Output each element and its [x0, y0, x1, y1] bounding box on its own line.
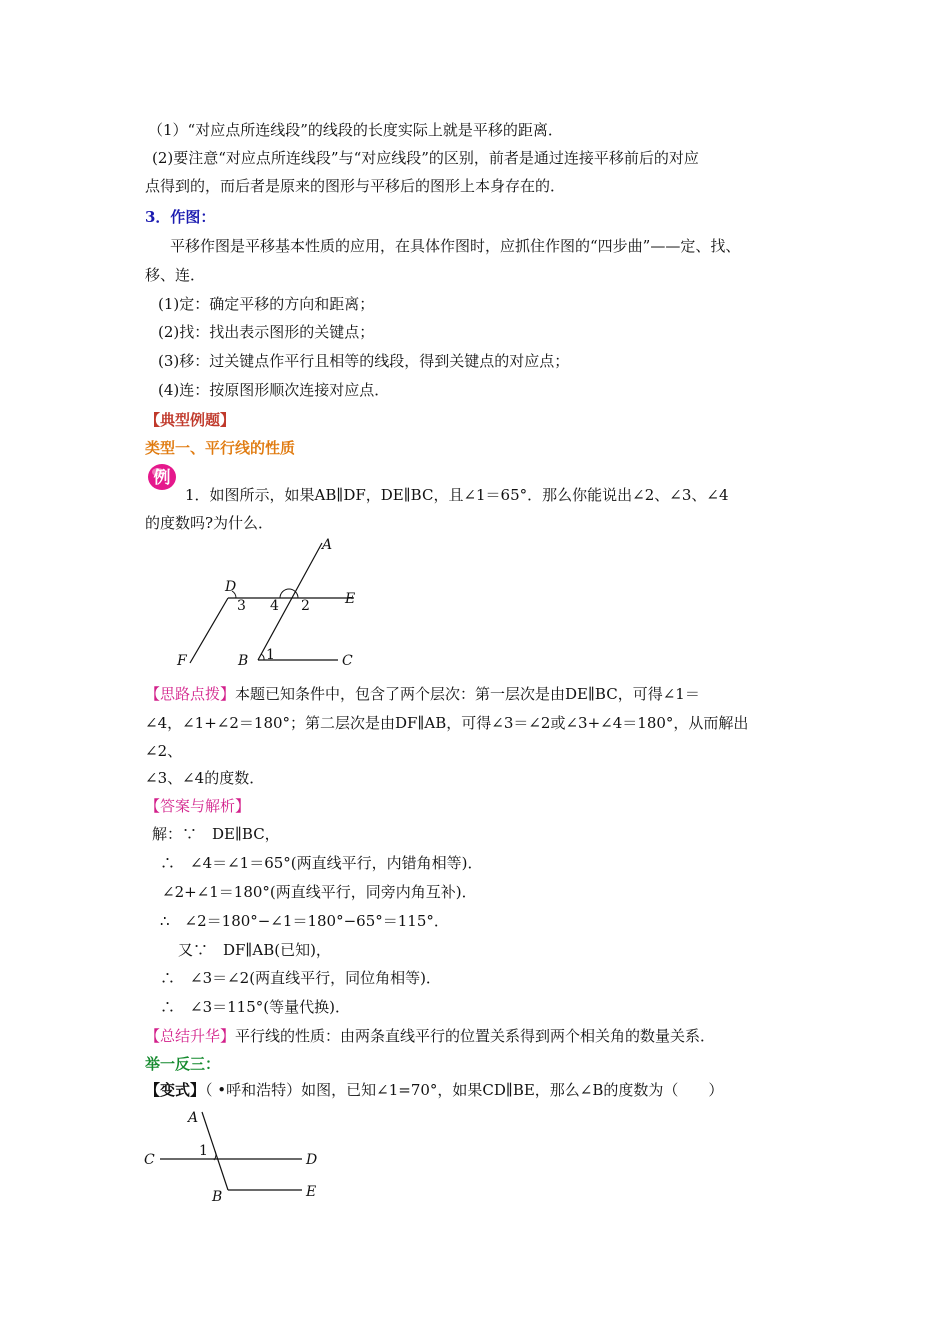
label-d: D [306, 1152, 318, 1168]
figure-1-diagram [170, 535, 370, 675]
figure-2-diagram [140, 1100, 340, 1210]
label-c: C [342, 653, 353, 669]
step-1: (1)定：确定平移的方向和距离； [158, 295, 375, 313]
summary-line [145, 1026, 715, 1046]
label-e: E [345, 591, 356, 607]
note-2-line-2: 点得到的，而后者是原来的图形与平移后的图形上本身存在的． [145, 177, 566, 195]
hint-line-4: ∠3、∠4的度数． [145, 769, 265, 787]
line-ab [258, 543, 322, 660]
summary-text: 平行线的性质：由两条直线平行的位置关系得到两个相关角的数量关系． [235, 1027, 716, 1045]
hint-line-1 [145, 684, 700, 704]
angle-2-4-arc [280, 589, 298, 598]
note-2-line-1: (2)要注意“对应点所连线段”与“对应线段”的区别，前者是通过连接平移前后的对应 [152, 149, 699, 167]
answer-label: 【答案与解析】 [145, 797, 251, 815]
label-angle-4: 4 [270, 598, 279, 614]
summary-label: 【总结升华】 [145, 1027, 236, 1045]
practice-text: （ •呼和浩特）如图，已知∠1=70°，如果CD∥BE，那么∠B的度数为（ ） [205, 1081, 724, 1099]
question-1-line-1: 1．如图所示，如果AB∥DF，DE∥BC，且∠1＝65°．那么你能说出∠2、∠3、∠4 [185, 486, 729, 504]
step-3: (3)移：过关键点作平行且相等的线段，得到关键点的对应点； [158, 352, 570, 370]
hint-line-3: ∠2、 [145, 742, 183, 760]
example-badge-text: 例 [153, 468, 171, 488]
answer-line-7: ∴ ∠3＝115°(等量代换)． [160, 998, 350, 1016]
section-3-intro-line-2: 移、连． [145, 266, 206, 284]
answer-line-3: ∠2+∠1＝180°(两直线平行，同旁内角互补)． [162, 883, 477, 901]
answer-line-2: ∴ ∠4＝∠1＝65°(两直线平行，内错角相等)． [160, 854, 483, 872]
section-3-intro-line-1: 平移作图是平移基本性质的应用，在具体作图时，应抓住作图的“四步曲”——定、找、 [170, 237, 741, 255]
answer-line-5: 又∵ DF∥AB(已知)， [178, 941, 331, 959]
practice-label: 【变式】 [145, 1081, 206, 1099]
label-angle-1: 1 [199, 1143, 208, 1159]
hint-text-1: 本题已知条件中，包含了两个层次：第一层次是由DE∥BC，可得∠1＝ [235, 685, 700, 703]
examples-heading: 【典型例题】 [145, 411, 236, 429]
label-b: B [238, 653, 249, 669]
question-1-line-2: 的度数吗?为什么． [145, 514, 274, 532]
label-angle-1: 1 [266, 647, 275, 663]
label-angle-3: 3 [237, 598, 246, 614]
label-e: E [306, 1184, 317, 1200]
label-d: D [225, 579, 237, 595]
type-1-heading: 类型一、平行线的性质 [145, 439, 296, 457]
label-c: C [144, 1152, 155, 1168]
label-f: F [177, 653, 187, 669]
line-df [190, 598, 228, 663]
label-a: A [322, 537, 333, 553]
label-a: A [188, 1110, 199, 1126]
section-3-heading: 3．作图： [145, 208, 216, 226]
step-2: (2)找：找出表示图形的关键点； [158, 323, 375, 341]
example-badge-icon [145, 462, 179, 492]
step-4: (4)连：按原图形顺次连接对应点． [158, 381, 390, 399]
answer-line-1: 解：∵ DE∥BC， [152, 825, 280, 843]
hint-line-2: ∠4，∠1+∠2＝180°；第二层次是由DF∥AB，可得∠3＝∠2或∠3+∠4＝180°，从而解出 [145, 714, 749, 732]
note-1: （1）“对应点所连线段”的线段的长度实际上就是平移的距离． [148, 121, 563, 139]
answer-line-4: ∴ ∠2＝180°−∠1＝180°−65°＝115°． [160, 912, 449, 930]
answer-line-6: ∴ ∠3＝∠2(两直线平行，同位角相等)． [160, 969, 441, 987]
practice-heading: 举一反三： [145, 1055, 221, 1073]
label-angle-2: 2 [301, 598, 310, 614]
practice-question [145, 1080, 723, 1100]
label-b: B [212, 1189, 223, 1205]
hint-label: 【思路点拨】 [145, 685, 236, 703]
